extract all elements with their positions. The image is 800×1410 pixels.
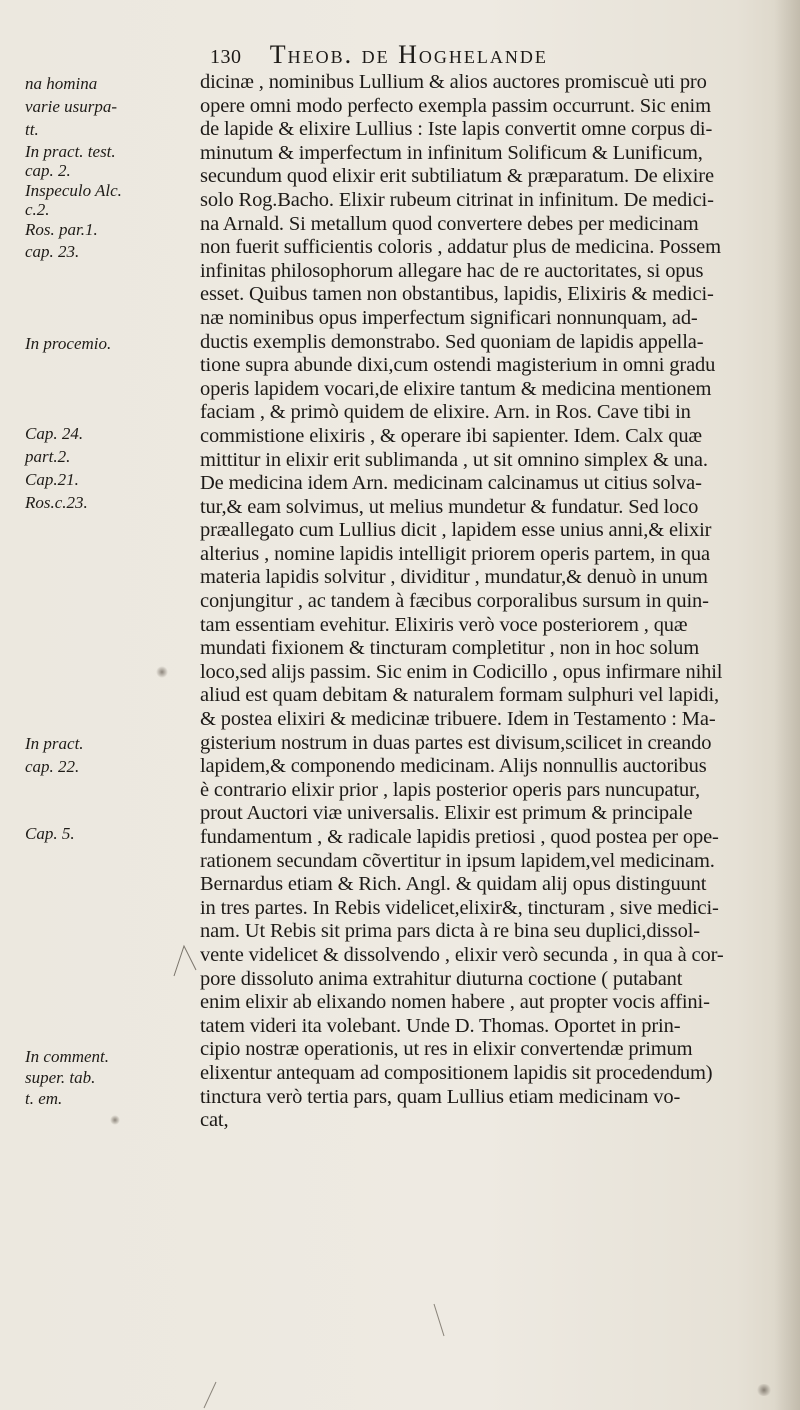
text-line: rationem secundam cõvertitur in ipsum lapidem,vel medicinam. xyxy=(200,849,715,872)
text-line: tatem videri ita volebant. Unde D. Thomas. Oportet in prin- xyxy=(200,1014,681,1037)
margin-note: cap. 22. xyxy=(25,757,80,776)
text-line: tione supra abunde dixi,cum ostendi magisterium in omni gradu xyxy=(200,354,716,377)
text-line: non fuerit sufficientis coloris , addatur plus de medicina. Possem xyxy=(200,236,721,259)
running-title: Theob. de Hoghelande xyxy=(269,40,548,69)
text-line: operis lapidem vocari,de elixire tantum & medicina mentionem xyxy=(200,377,712,400)
text-line: solo Rog.Bacho. Elixir rubeum citrinat in infinitum. De medici- xyxy=(200,188,714,211)
text-line: na Arnald. Si metallum quod convertere debes per medicinam xyxy=(200,212,699,235)
margin-note: Cap. 24. xyxy=(25,424,84,443)
margin-note: part.2. xyxy=(25,447,71,466)
margin-note: Ros.c.23. xyxy=(25,493,88,512)
margin-note: t. em. xyxy=(25,1089,63,1108)
text-line: de lapide & elixire Lullius : Iste lapis convertit omne corpus di- xyxy=(200,118,713,141)
text-line: materia lapidis solvitur , dividitur , mundatur,& denuò in unum xyxy=(200,566,708,589)
margin-note: c.2. xyxy=(25,200,50,219)
text-line: secundum quod elixir erit subtiliatum & præparatum. De elixire xyxy=(200,165,714,188)
text-line: faciam , & primò quidem de elixire. Arn. in Ros. Cave tibi in xyxy=(200,401,691,424)
text-line: næ nominibus opus imperfectum significari nonnunquam, ad- xyxy=(200,306,698,329)
running-header xyxy=(210,40,770,70)
text-line: mittitur in elixir erit sublimanda , ut sit omnino simplex & una. xyxy=(200,448,708,471)
ink-smudge xyxy=(156,666,168,678)
text-line: gisterium nostrum in duas partes est divisum,scilicet in creando xyxy=(200,731,712,754)
text-line: lapidem,& componendo medicinam. Alijs nonnullis auctoribus xyxy=(200,755,707,778)
text-line: alterius , nomine lapidis intelligit priorem operis partem, in qua xyxy=(200,542,710,565)
text-line: mundati fixionem & tincturam completitur , non in hoc solum xyxy=(200,637,700,660)
text-line: ductis exemplis demonstrabo. Sed quoniam de lapidis appella- xyxy=(200,330,704,353)
text-line: & postea elixiri & medicinæ tribuere. Idem in Testamento : Ma- xyxy=(200,708,716,731)
text-line: minutum & imperfectum in infinitum Solificum & Lunificum, xyxy=(200,141,703,164)
text-line: commistione elixiris , & operare ibi sapienter. Idem. Calx quæ xyxy=(200,424,702,447)
text-line: præallegato cum Lullius dicit , lapidem esse unius anni,& elixir xyxy=(200,519,712,542)
margin-note: Ros. par.1. xyxy=(25,220,98,239)
text-line: dicinæ , nominibus Lullium & alios auctores promiscuè uti pro xyxy=(200,71,707,93)
margin-note: In procemio. xyxy=(25,334,112,353)
ink-smudge xyxy=(110,1115,120,1125)
text-line: De medicina idem Arn. medicinam calcinamus ut citius solva- xyxy=(200,472,702,495)
pen-stroke-mark xyxy=(430,1300,450,1340)
pen-stroke-mark xyxy=(200,1380,220,1410)
body-text xyxy=(200,71,800,1133)
text-line: cat, xyxy=(200,1109,229,1132)
pen-stroke-mark xyxy=(170,940,200,980)
text-line: conjungitur , ac tandem à fæcibus corporalibus sursum in quin- xyxy=(200,590,709,613)
margin-note: Cap. 5. xyxy=(25,824,75,843)
text-line: loco,sed alijs passim. Sic enim in Codicillo , opus infirmare nihil xyxy=(200,660,723,683)
text-line: fundamentum , & radicale lapidis pretiosi , quod postea per ope- xyxy=(200,826,719,848)
margin-note: In comment. xyxy=(25,1047,110,1066)
text-line: pore dissoluto anima extrahitur diuturna coctione ( putabant xyxy=(200,967,683,990)
text-line: tur,& eam solvimus, ut melius mundetur & fundatur. Sed loco xyxy=(200,495,699,518)
margin-note: cap. 2. xyxy=(25,161,71,180)
text-line: cipio nostræ operationis, ut res in elixir convertendæ primum xyxy=(200,1038,693,1061)
text-line: opere omni modo perfecto exempla passim occurrunt. Sic enim xyxy=(200,94,711,117)
text-line: prout Auctori viæ universalis. Elixir est primum & principale xyxy=(200,802,693,825)
margin-note: In pract. test. xyxy=(25,142,116,161)
margin-note: Cap.21. xyxy=(25,470,79,489)
text-line: Bernardus etiam & Rich. Angl. & quidam alij opus distinguunt xyxy=(200,873,707,896)
margin-note: tt. xyxy=(25,120,39,139)
margin-note: na homina xyxy=(25,74,98,93)
text-line: in tres partes. In Rebis videlicet,elixir&, tincturam , sive medici- xyxy=(200,896,719,919)
text-line: è contrario elixir prior , lapis posterior operis pars nuncupatur, xyxy=(200,778,700,801)
text-line: aliud est quam debitam & naturalem formam sulphuri vel lapidi, xyxy=(200,684,720,707)
margin-notes xyxy=(0,0,195,1410)
margin-note: varie usurpa- xyxy=(25,97,118,116)
text-line: enim elixir ab elixando nomen habere , aut propter vocis affini- xyxy=(200,991,710,1014)
text-line: elixentur antequam ad compositionem lapidis sit procedendum) xyxy=(200,1061,713,1084)
ink-smudge xyxy=(756,1384,772,1396)
margin-note: cap. 23. xyxy=(25,242,80,261)
text-line: nam. Ut Rebis sit prima pars dicta à re bina seu duplici,dissol- xyxy=(200,920,700,943)
margin-note: In pract. xyxy=(25,734,84,753)
text-line: tinctura verò tertia pars, quam Lullius etiam medicinam vo- xyxy=(200,1085,681,1108)
text-line: tam essentiam evehitur. Elixiris verò voce posteriorem , quæ xyxy=(200,613,688,636)
text-line: infinitas philosophorum allegare hac de re auctoritates, si opus xyxy=(200,259,704,282)
page-number: 130 xyxy=(210,46,242,68)
text-line: esset. Quibus tamen non obstantibus, lapidis, Elixiris & medici- xyxy=(200,283,714,306)
margin-note: Inspeculo Alc. xyxy=(25,181,122,200)
text-line: vente videlicet & dissolvendo , elixir verò secunda , in qua à cor- xyxy=(200,943,724,966)
margin-note: super. tab. xyxy=(25,1068,96,1087)
